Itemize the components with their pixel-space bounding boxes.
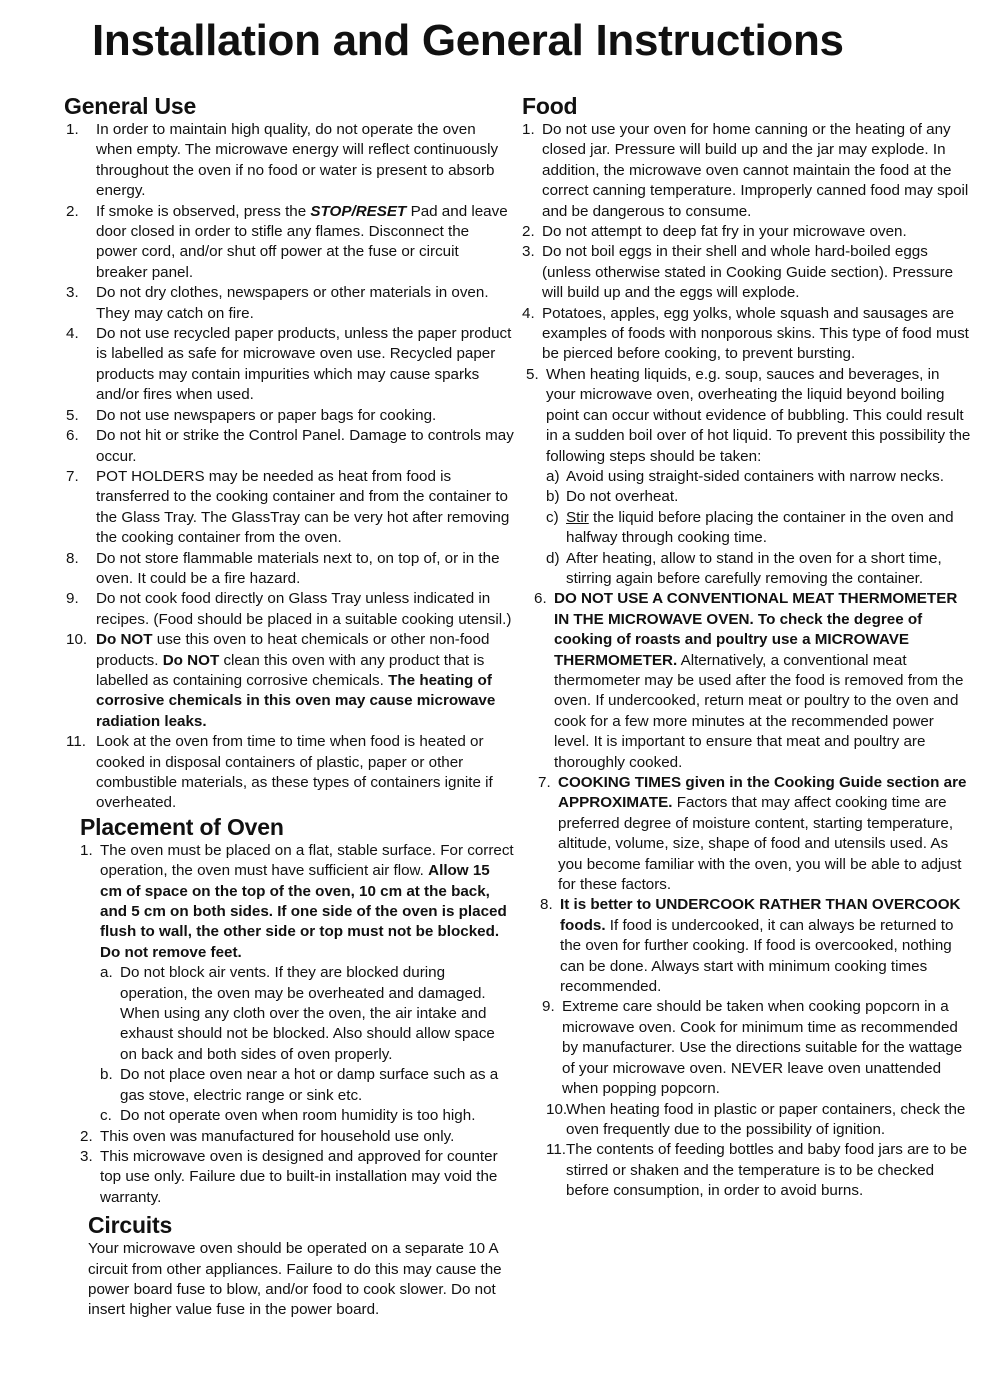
item-text: Do not hit or strike the Control Panel. Damage to controls may occur. <box>96 427 514 465</box>
list-item <box>64 120 514 202</box>
sub-item-letter: b. <box>100 1066 113 1084</box>
sub-list-item <box>546 549 972 590</box>
item-number: 3. <box>66 284 79 302</box>
sub-list-item <box>100 1106 514 1126</box>
placement-sub-list <box>100 963 514 1126</box>
sub-list-item <box>100 963 514 1065</box>
list-item <box>522 773 972 895</box>
sub-list-item <box>546 487 972 507</box>
sub-item-text: Do not operate oven when room humidity is too high. <box>120 1107 476 1125</box>
list-item <box>64 202 514 284</box>
item-text: Do not use newspapers or paper bags for cooking. <box>96 406 437 424</box>
item-text: Potatoes, apples, egg yolks, whole squash and sausages are examples of foods with nonporous skins. This type of food must be pierced before cooking, to prevent bursting. <box>542 304 969 363</box>
item-text: Factors that may affect cooking time are preferred degree of moisture content, starting temperature, altitude, volume, size, shape of food and utensils used. As you become familiar with the oven, you will be able to adjust for these factors. <box>558 794 962 894</box>
list-item <box>80 841 514 1127</box>
list-item <box>522 1100 972 1141</box>
list-item <box>522 365 972 589</box>
item-number: 2. <box>66 202 79 220</box>
list-item <box>64 406 514 426</box>
sub-item-text: Avoid using straight-sided containers with narrow necks. <box>566 467 944 485</box>
item-text: Do not boil eggs in their shell and whole hard-boiled eggs (unless otherwise stated in Cooking Guide section). Pressure will build up and the eggs will explode. <box>542 243 954 302</box>
general-use-list <box>64 120 514 814</box>
list-item <box>64 732 514 814</box>
list-item <box>522 589 972 773</box>
list-item <box>64 324 514 406</box>
item-bold-text: Do NOT <box>96 631 153 649</box>
item-text: In order to maintain high quality, do not operate the oven when empty. The microwave energy will reflect continuously throughout the oven if no food or water is present to absorb energy. <box>96 121 499 200</box>
item-text: Do not dry clothes, newspapers or other materials in oven. They may catch on fire. <box>96 284 489 322</box>
list-item <box>64 549 514 590</box>
item-text: Do not attempt to deep fat fry in your microwave oven. <box>542 223 907 241</box>
item-bold-text: COOKING TIMES given in the Cooking Guide section are APPROXIMATE. <box>558 774 967 812</box>
sub-item-letter: a. <box>100 964 113 982</box>
list-item <box>522 997 972 1099</box>
item-text: POT HOLDERS may be needed as heat from food is transferred to the cooking container and from the container to the Glass Tray. The GlassTray can be very hot after removing the cooking container from the oven. <box>96 467 510 547</box>
item-number: 4. <box>66 325 79 343</box>
item-text: Do not cook food directly on Glass Tray unless indicated in recipes. (Food should be placed in a suitable cooking utensil.) <box>96 590 512 628</box>
item-text: This microwave oven is designed and approved for counter top use only. Failure due to built-in installation may void the warranty. <box>100 1147 498 1206</box>
sub-item-text: Do not place oven near a hot or damp surface such as a gas stove, electric range or sink etc. <box>120 1066 499 1104</box>
food-sub-list <box>546 467 972 589</box>
item-number: 5. <box>526 365 539 383</box>
item-number: 8. <box>66 549 79 567</box>
item-number: 8. <box>540 896 553 914</box>
item-text: If food is undercooked, it can always be returned to the oven for further cooking. If food is overcooked, nothing can be done. Always start with minimum cooking times recommended. <box>560 916 954 996</box>
sub-item-letter: c) <box>546 508 559 526</box>
list-item <box>64 467 514 549</box>
item-number: 9. <box>542 998 555 1016</box>
item-number: 10. <box>546 1100 568 1118</box>
item-number: 2. <box>80 1127 93 1145</box>
sub-item-text: Do not overheat. <box>566 488 679 506</box>
item-text: use this oven to heat chemicals or other non-food products. <box>96 631 490 669</box>
item-text: Look at the oven from time to time when food is heated or cooked in disposal containers of plastic, paper or other combustible materials, as these types of containers ignite if overheated. <box>96 733 493 812</box>
list-item <box>80 1147 514 1208</box>
list-item <box>522 895 972 997</box>
item-text: Pad and leave door closed in order to stifle any flames. Disconnect the power cord, and/or shut off power at the fuse or circuit breaker panel. <box>96 202 508 281</box>
item-number: 11. <box>66 733 86 751</box>
placement-heading: Placement of Oven <box>80 813 284 840</box>
item-number: 1. <box>522 121 535 138</box>
item-number: 6. <box>66 427 79 445</box>
circuits-heading: Circuits <box>88 1212 173 1239</box>
item-number: 7. <box>538 774 551 791</box>
sub-list-item <box>546 467 972 487</box>
sub-list-item <box>546 508 972 549</box>
item-bold-text: Do NOT <box>162 651 220 669</box>
item-text: When heating liquids, e.g. soup, sauces and beverages, in your microwave oven, overheating the liquid beyond boiling point can occur without evidence of bubbling. This could result in a sudden boil over of hot liquid. To prevent this possibility the following steps should be taken: <box>546 365 971 465</box>
sub-item-letter: a) <box>546 467 560 485</box>
item-text: The contents of feeding bottles and baby food jars are to be stirred or shaken and the temperature is to be checked before consumption, in order to avoid burns. <box>566 1141 968 1200</box>
sub-list-item <box>100 1065 514 1106</box>
item-text: When heating food in plastic or paper containers, check the oven frequently due to the possibility of ignition. <box>566 1100 966 1138</box>
item-number: 1. <box>66 121 79 138</box>
list-item <box>522 120 972 222</box>
item-text: clean this oven with any product that is labelled as containing corrosive chemicals. <box>96 651 485 689</box>
item-text: Extreme care should be taken when cooking popcorn in a microwave oven. Cook for minimum time as recommended by manufacturer. Use the directions suitable for the wattage of your microwave oven. NEVER leave oven unattended when popping popcorn. <box>562 998 963 1098</box>
sub-item-text: After heating, allow to stand in the oven for a short time, stirring again before carefully removing the container. <box>566 549 942 587</box>
list-item <box>522 242 972 303</box>
item-text: The oven must be placed on a flat, stable surface. For correct operation, the oven must have sufficient air flow. <box>100 841 514 880</box>
item-bold-text: It is better to UNDERCOOK RATHER THAN OVERCOOK foods. <box>560 896 961 934</box>
list-item <box>80 1127 514 1147</box>
item-text: Do not use recycled paper products, unless the paper product is labelled as safe for microwave oven use. Recycled paper products may contain impurities which may cause sparks and/or fires when used. <box>96 325 512 404</box>
sub-item-letter: c. <box>100 1107 112 1125</box>
sub-item-text: Do not block air vents. If they are blocked during operation, the oven may be overheated and damaged. When using any cloth over the oven, the air intake and exhaust should not be blocked. Also should allow space on back and both sides of oven properly. <box>120 964 495 1063</box>
placement-list <box>80 841 514 1208</box>
item-number: 7. <box>66 467 79 485</box>
stir-text: Stir <box>566 508 589 526</box>
list-item <box>522 1140 972 1201</box>
item-number: 2. <box>522 223 535 241</box>
sub-item-text: the liquid before placing the container in the oven and halfway through cooking time. <box>566 508 954 547</box>
item-number: 6. <box>534 590 547 608</box>
item-number: 9. <box>66 590 79 608</box>
general-use-heading: General Use <box>64 93 197 119</box>
sub-item-letter: b) <box>546 488 560 506</box>
item-number: 1. <box>80 841 93 859</box>
item-number: 3. <box>80 1147 93 1165</box>
item-bold-text: DO NOT USE A CONVENTIONAL MEAT THERMOMETER IN THE MICROWAVE OVEN. To check the degree of cooking of roasts and poultry use a MICROWAVE THERMOMETER. <box>554 590 958 669</box>
page-title: Installation and General Instructions <box>92 16 844 65</box>
item-number: 11. <box>546 1141 566 1159</box>
item-text: If smoke is observed, press the <box>96 202 311 220</box>
list-item <box>522 304 972 365</box>
item-number: 10. <box>66 631 88 649</box>
item-bold-text: The heating of corrosive chemicals in this oven may cause microwave radiation leaks. <box>96 671 496 730</box>
item-number: 3. <box>522 243 535 261</box>
item-number: 5. <box>66 406 79 424</box>
right-column <box>522 93 972 1202</box>
food-section <box>522 93 972 1202</box>
list-item <box>64 283 514 324</box>
list-item <box>522 222 972 242</box>
left-column <box>64 93 514 1321</box>
food-heading: Food <box>522 93 578 119</box>
general-use-section <box>64 93 514 814</box>
item-bold-text: Allow 15 cm of space on the top of the oven, 10 cm at the back, and 5 cm on both sides. If one side of the oven is placed flush to wall, the other side or top must not be blocked. Do not remove feet. <box>100 862 507 961</box>
list-item <box>64 630 514 732</box>
sub-item-letter: d) <box>546 549 560 567</box>
item-text: Do not use your oven for home canning or the heating of any closed jar. Pressure will build up and the jar may explode. In addition, the microwave oven cannot maintain the food at the correct canning temperature. Improperly canned food may spoil and be dangerous to consume. <box>542 121 969 220</box>
item-text: This oven was manufactured for household use only. <box>100 1127 455 1145</box>
circuits-text: Your microwave oven should be operated on a separate 10 A circuit from other appliances. Failure to do this may cause the power board fuse to blow, and/or food to cook slower. Do not insert higher value fuse in the power board. <box>88 1240 502 1319</box>
item-number: 4. <box>522 304 535 322</box>
food-list <box>522 120 972 1202</box>
placement-section <box>80 814 514 1208</box>
list-item <box>64 426 514 467</box>
item-text: Do not store flammable materials next to, on top of, or in the oven. It could be a fire hazard. <box>96 549 500 587</box>
stop-reset-label: STOP/RESET <box>310 202 407 220</box>
item-text: Alternatively, a conventional meat thermometer may be used after the food is removed from the oven. If undercooked, return meat or poultry to the oven and cook for a few more minutes at the recommended power level. It is important to ensure that meat and poultry are thoroughly cooked. <box>554 651 964 771</box>
circuits-section <box>88 1212 514 1321</box>
list-item <box>64 589 514 630</box>
